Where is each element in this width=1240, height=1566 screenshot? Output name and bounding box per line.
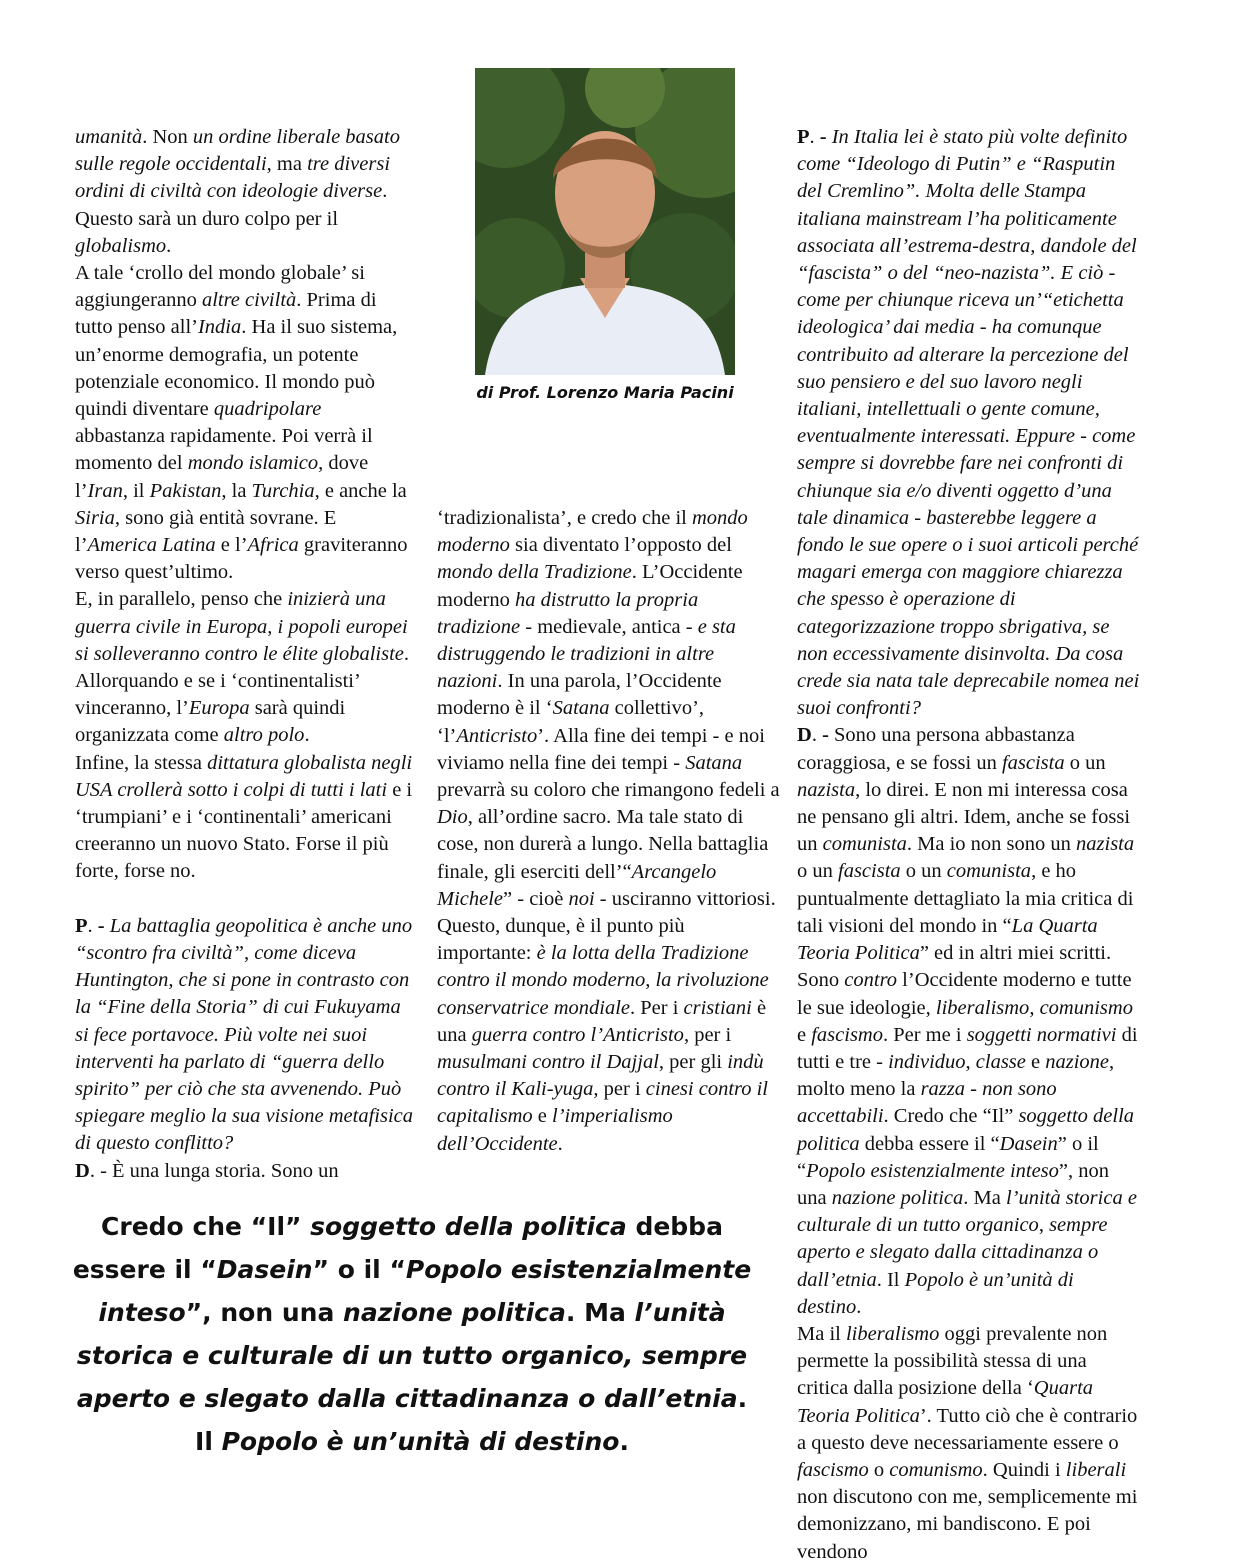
right-column — [797, 124, 1142, 1566]
text-run: e i ‘trumpiani’ e i ‘continentali’ americani creeranno un nuovo Stato. Forse il più forte, forse no. — [75, 778, 413, 883]
italic-run: noi — [568, 887, 595, 910]
text-run: ’. Tutto ciò che è contrario a questo deve necessariamente essere o — [797, 1404, 1138, 1454]
paragraph — [75, 124, 415, 260]
italic-run: Popolo è un’unità di destino — [797, 1268, 1074, 1318]
italic-run: liberali — [1065, 1458, 1127, 1481]
text-run: ”, non una — [185, 1298, 344, 1327]
italic-run: soggetto della politica — [310, 1212, 627, 1241]
bold-run: - — [97, 914, 110, 937]
text-run: , molto meno la — [797, 1050, 1115, 1101]
italic-run: contro — [844, 969, 898, 992]
text-run: , per gli — [658, 1051, 728, 1074]
text-run: . Non — [142, 126, 193, 148]
text-run: , e anche la — [314, 479, 407, 502]
text-run: , e ho puntualmente dettagliato la mia critica di tali visioni del mondo in “ — [797, 860, 1134, 937]
text-run: Credo che “Il” — [101, 1212, 311, 1241]
text-run: di tutti e tre - — [797, 1023, 1138, 1073]
author-photo — [475, 68, 735, 375]
text-run: . — [809, 126, 820, 148]
text-run — [318, 1427, 327, 1456]
text-run: , — [1038, 1214, 1050, 1237]
bold-run: - — [819, 126, 832, 148]
middle-column — [437, 505, 782, 1158]
italic-run: Satana — [552, 697, 610, 720]
text-run: , per i — [593, 1078, 646, 1101]
text-run: sia diventato l’opposto del — [509, 534, 732, 557]
italic-run: Dasein — [216, 1255, 313, 1284]
italic-run: razza — [920, 1078, 965, 1101]
bold-run: - — [822, 724, 835, 747]
text-run: , dove l’ — [75, 452, 369, 502]
paragraph — [75, 913, 415, 1158]
italic-run: tre diversi ordini di civiltà con ideologie diverse — [75, 153, 391, 203]
text-run: Sono una persona abbastanza coraggiosa, e se fossi un — [797, 724, 1075, 774]
italic-run: non sono accettabili — [797, 1078, 1057, 1128]
text-run: Ma il — [797, 1322, 846, 1345]
bold-run: D — [797, 724, 812, 747]
bold-run: D — [75, 1159, 90, 1182]
paragraph — [797, 722, 1142, 1320]
text-run: . — [557, 1132, 563, 1155]
photo-caption: di Prof. Lorenzo Maria Pacini — [476, 383, 734, 402]
text-run: . Il — [876, 1268, 905, 1291]
text-run: e — [532, 1105, 553, 1128]
italic-run: Africa — [247, 534, 299, 557]
text-run: , all’ordine sacro. Ma tale stato di cose, non durerà a lungo. Nella battaglia finale, gli eserciti dell’“ — [437, 806, 769, 883]
italic-run: l’imperialismo dell’Occidente — [437, 1105, 673, 1155]
italic-run: individuo — [888, 1050, 966, 1073]
text-run: . — [166, 234, 172, 257]
italic-run: classe — [975, 1050, 1026, 1073]
text-run: abbastanza rapidamente. Poi verrà il momento del — [75, 425, 373, 475]
text-run: ” - cioè — [503, 887, 569, 910]
text-run: ’. Alla fine dei tempi - e noi viviamo nella fine dei tempi - — [437, 724, 765, 774]
paragraph — [797, 124, 1142, 722]
italic-run: La Quarta Teoria Politica — [797, 914, 1098, 965]
italic-run: nazione politica — [831, 1186, 964, 1209]
italic-run: umanità — [75, 126, 143, 148]
text-run: . L’Occidente moderno — [437, 561, 743, 611]
italic-run: l’unità storica e culturale di un tutto organico, sempre aperto e slegato dalla cittadinanza o dall’etnia — [76, 1298, 748, 1413]
text-run: . Per me i — [882, 1023, 967, 1046]
italic-run: cristiani — [683, 996, 752, 1019]
text-run: . Credo che “Il” — [883, 1105, 1019, 1128]
text-run: - — [965, 1078, 983, 1101]
text-run: , — [645, 969, 656, 992]
text-run: . Il — [195, 1384, 748, 1456]
bold-run: P — [797, 126, 810, 148]
italic-run: Popolo — [221, 1427, 318, 1456]
text-run: , sono già entità sovrane. E l’ — [75, 506, 337, 557]
text-run: . — [304, 724, 310, 747]
italic-run: Satana — [685, 751, 743, 774]
text-run: - medievale, antica - — [520, 615, 698, 638]
italic-run: Quarta Teoria Politica — [797, 1377, 1094, 1427]
italic-run: nazione politica — [343, 1298, 566, 1327]
text-run: . Ma io non sono un — [906, 833, 1077, 856]
italic-run: indù contro il Kali-yuga — [437, 1051, 764, 1101]
italic-run: Dasein — [999, 1132, 1058, 1155]
italic-run: l’unità storica e culturale di un tutto organico — [797, 1186, 1137, 1237]
text-run: . Ma — [565, 1298, 635, 1327]
text-run: , — [965, 1050, 976, 1073]
italic-run: liberalismo — [935, 996, 1030, 1019]
italic-run: fascista — [838, 860, 901, 883]
italic-run: In Italia lei è stato più volte definito come “Ideologo di Putin” e “Rasputin del Cremlino”. Molta delle Stampa italiana mainstream l’ha politicamente associata all’estrema-destra, dandole del “fascista” o del “neo-nazista”. E ciò - come per chiunque riceva un’“etichetta ideologica’ dai media - ha comunque contribuito ad alterare la percezione del suo pensiero e del suo lavoro negli italiani, intellettuali o gente comune, eventualmente interessati. Eppure - come sempre si dovrebbe fare nei confronti di chiunque sia e/o diventi oggetto d’una tale dinamica - basterebbe leggere a fondo le sue opere o i suoi articoli perché magari emerga con maggiore chiarezza che spesso è operazione di categorizzazione troppo sbrigativa, se non eccessivamente disinvolta. Da cosa crede sia nata tale deprecabile nomea nei suoi confronti? — [797, 126, 1140, 720]
italic-run: Dio — [437, 806, 468, 829]
italic-run: fascismo — [811, 1023, 883, 1046]
text-run: , per i — [683, 1023, 732, 1046]
text-run: graviteranno verso quest’ultimo. — [75, 534, 408, 584]
text-run: sarà quindi organizzata come — [75, 697, 346, 747]
text-run: , il — [122, 479, 150, 502]
text-run: , la — [221, 479, 252, 502]
italic-run: musulmani contro il Dajjal — [437, 1051, 659, 1074]
text-run: Infine, la stessa — [75, 751, 208, 774]
italic-run: Popolo esistenzialmente inteso — [98, 1255, 752, 1327]
text-run: . — [87, 914, 98, 937]
text-run: e l’ — [215, 534, 248, 557]
text-run: è una — [437, 996, 767, 1046]
italic-run: quadripolare — [213, 398, 322, 421]
italic-run: altro polo — [223, 724, 305, 747]
paragraph — [437, 505, 782, 1158]
text-run: , — [1029, 996, 1040, 1019]
text-run: ” o il “ — [312, 1255, 406, 1284]
italic-run: Popolo esistenzialmente inteso — [806, 1159, 1059, 1182]
italic-run: Pakistan — [149, 479, 222, 502]
portrait-image — [475, 68, 735, 375]
italic-run: mondo moderno — [437, 507, 748, 557]
italic-run: comunista — [946, 860, 1032, 883]
paragraph — [75, 750, 415, 886]
italic-run: fascista — [1001, 751, 1065, 774]
paragraph — [75, 1158, 415, 1185]
italic-run: comunista — [822, 833, 907, 856]
bold-run: P — [75, 914, 88, 937]
italic-run: comunismo — [1039, 996, 1133, 1019]
text-run: ” o il “ — [797, 1132, 1099, 1182]
text-run: . — [811, 724, 823, 747]
italic-run: ha distrutto la propria tradizione — [437, 588, 699, 638]
paragraph — [75, 260, 415, 586]
paragraph — [797, 1321, 1142, 1566]
italic-run: Iran — [87, 479, 123, 502]
italic-run: India — [197, 316, 242, 339]
text-run: e — [797, 1023, 812, 1046]
text-run: E, in parallelo, penso che — [75, 588, 288, 611]
text-run: ”, non una — [797, 1159, 1110, 1209]
text-run: . In una parola, l’Occidente moderno è il ‘ — [437, 670, 722, 720]
left-column — [75, 124, 415, 1185]
italic-run: soggetto della politica — [797, 1105, 1135, 1155]
italic-run: cinesi contro il capitalismo — [437, 1078, 769, 1128]
text-run: . Prima di tutto penso all’ — [75, 289, 377, 339]
text-run: , ma — [266, 153, 308, 176]
text-run: . Ma — [963, 1186, 1006, 1209]
text-run: ‘tradizionalista’, e credo che il — [437, 507, 692, 529]
paragraph — [75, 586, 415, 668]
italic-run: America Latina — [87, 534, 216, 557]
italic-run: guerra contro l’Anticristo — [471, 1023, 684, 1046]
text-run: . — [856, 1295, 862, 1318]
text-run: o — [868, 1458, 890, 1481]
italic-run: liberalismo — [845, 1322, 940, 1345]
text-run: , lo direi. E non mi interessa cosa ne pensano gli altri. Idem, anche se fossi un — [797, 778, 1131, 856]
text-run: . Questo sarà un duro colpo per il — [75, 180, 388, 230]
italic-run: globalismo — [75, 234, 167, 257]
text-run: A tale ‘crollo del mondo globale’ si aggiungeranno — [75, 262, 365, 312]
text-run: . — [403, 642, 410, 665]
italic-run: dittatura globalista negli USA crollerà sotto i colpi di tutti i lati — [75, 751, 413, 801]
italic-run: la rivoluzione conservatrice mondiale — [437, 969, 769, 1019]
italic-run: Siria — [75, 506, 115, 529]
text-run: , — [267, 615, 278, 638]
italic-run: mondo della Tradizione — [437, 561, 632, 584]
text-run: non discutono con me, semplicemente mi demonizzano, mi bandiscono. E poi vendono — [797, 1486, 1138, 1563]
italic-run: è la lotta della Tradizione contro il mondo moderno — [437, 942, 749, 992]
italic-run: nazista — [1076, 833, 1135, 856]
text-run: l’Occidente moderno e tutte le sue ideologie, — [797, 969, 1132, 1019]
italic-run: Turchia — [251, 479, 315, 502]
italic-run: comunismo — [889, 1458, 983, 1481]
text-run: . - È una lunga storia. Sono un — [89, 1159, 339, 1182]
italic-run: i popoli europei si solleveranno contro le élite globaliste — [75, 615, 408, 665]
italic-run: sempre aperto e slegato dalla cittadinanza o dall’etnia — [797, 1214, 1108, 1291]
text-run: collettivo’, ‘l’ — [437, 697, 705, 747]
italic-run: e sta distruggendo le tradizioni in altre nazioni — [437, 615, 736, 693]
italic-run: mondo islamico — [187, 452, 319, 475]
italic-run: La battaglia geopolitica è anche uno “scontro fra civiltà”, come diceva Huntington, che si pone in contrasto con la “Fine della Storia” di cui Fukuyama si fece portavoce. Più volte nei suoi interventi ha parlato di “guerra dello spirito” per ciò che sta avvenendo. Può spiegare meglio la sua visione metafisica di questo conflitto? — [75, 914, 414, 1155]
text-run: e — [1025, 1050, 1046, 1073]
text-run: debba essere il “ — [859, 1132, 1000, 1155]
italic-run: inizierà una guerra civile in Europa — [75, 588, 386, 638]
text-run: . Ha il suo sistema, un’enorme demografia, un potente potenziale economico. Il mondo può quindi diventare — [75, 316, 398, 421]
italic-run: Anticristo — [456, 724, 538, 747]
text-run: o un — [797, 860, 838, 883]
text-run: . Quindi i — [982, 1458, 1066, 1481]
italic-run: fascismo — [797, 1458, 869, 1481]
italic-run: Europa — [188, 697, 250, 720]
text-run: - usciranno vittoriosi. Questo, dunque, è il punto più importante: — [437, 887, 776, 965]
text-run: oggi prevalente non permette la possibilità stessa di una critica dalla posizione della ‘ — [797, 1322, 1108, 1400]
text-run: ” ed in altri miei scritti. Sono — [797, 942, 1112, 992]
text-run: . Per i — [630, 996, 684, 1019]
italic-run: altre civiltà — [201, 289, 297, 312]
italic-run: soggetti normativi — [966, 1023, 1117, 1046]
paragraph — [75, 668, 415, 750]
text-run: prevarrà su coloro che rimangono fedeli a — [437, 779, 780, 802]
text-run: o un — [900, 860, 947, 883]
pull-quote — [72, 1205, 752, 1463]
text-run: Allorquando e se i ‘continentalisti’ vinceranno, l’ — [75, 670, 360, 720]
text-run: debba essere il “ — [72, 1212, 723, 1284]
text-run: . — [619, 1427, 629, 1456]
text-run: o un — [1064, 751, 1106, 774]
italic-run: Arcangelo Michele — [437, 860, 717, 910]
italic-run: è un’unità di destino — [326, 1427, 620, 1456]
italic-run: nazista — [797, 778, 856, 801]
italic-run: un ordine liberale basato sulle regole occidentali — [75, 126, 400, 176]
italic-run: nazione — [1045, 1050, 1110, 1073]
